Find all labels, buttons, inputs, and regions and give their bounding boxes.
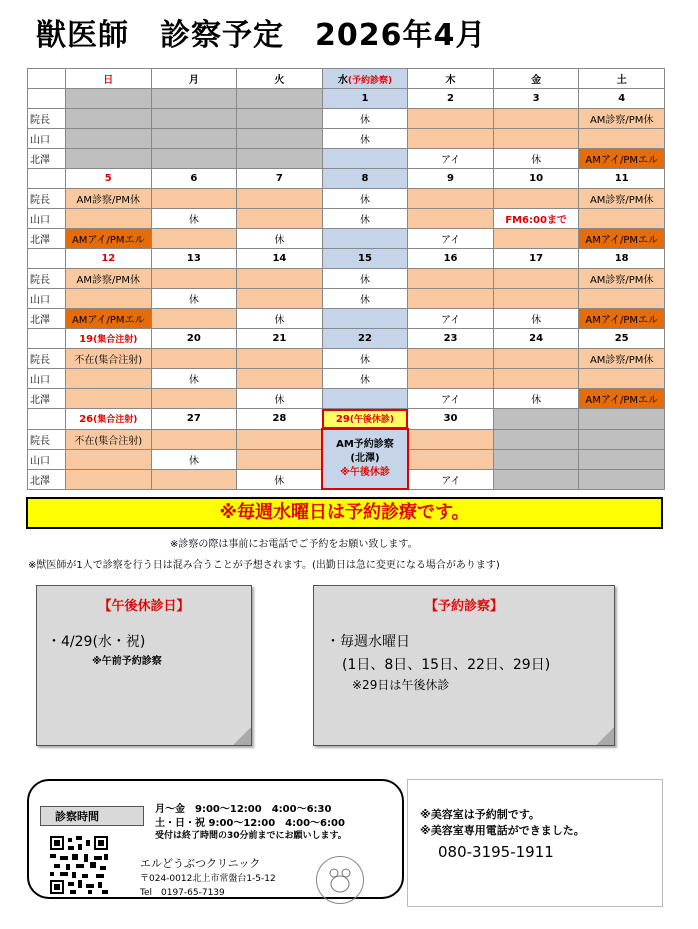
schedule-cell (493, 129, 579, 149)
schedule-cell: アイ (408, 309, 494, 329)
schedule-cell (408, 349, 494, 369)
schedule-cell (237, 129, 323, 149)
schedule-cell (151, 129, 237, 149)
date-cell-1-5 (493, 169, 579, 189)
hours-label: 診察時間 (40, 806, 144, 826)
schedule-cell (408, 369, 494, 389)
schedule-cell: 休 (322, 129, 408, 149)
schedule-cell (237, 369, 323, 389)
schedule-cell (408, 189, 494, 209)
schedule-cell (579, 449, 665, 469)
date-cell-2-0 (66, 249, 152, 269)
date-number: 24 (529, 333, 544, 344)
vet-name: 院長 (28, 429, 66, 449)
schedule-cell (66, 149, 152, 169)
schedule-cell: 不在(集合注射) (66, 349, 152, 369)
schedule-cell (237, 209, 323, 229)
sunday-note: (集合注射) (93, 335, 138, 345)
schedule-cell (237, 449, 323, 469)
afternoon-closed-note: ※午前予約診察 (92, 656, 162, 667)
sunday-note: (集合注射) (93, 415, 138, 426)
schedule-cell: 休 (322, 269, 408, 289)
schedule-cell (151, 149, 237, 169)
day-header-1 (151, 69, 237, 89)
day-label: 水 (337, 75, 348, 86)
date-corner (28, 89, 66, 109)
date-cell-0-6 (579, 89, 665, 109)
day-label: 日 (103, 75, 114, 86)
vet-row (28, 389, 665, 409)
date-cell-1-6 (579, 169, 665, 189)
schedule-cell (237, 349, 323, 369)
date-cell-4-2 (237, 409, 323, 430)
schedule-cell: AM診察/PM休 (579, 189, 665, 209)
schedule-cell (151, 189, 237, 209)
day-header-2 (237, 69, 323, 89)
schedule-cell: アイ (408, 149, 494, 169)
hours-reception: 受付は終了時間の30分前までにお願いします。 (155, 831, 347, 841)
schedule-cell: 休 (322, 349, 408, 369)
date-number: 28 (272, 413, 287, 425)
day-header-4 (408, 69, 494, 89)
date-cell-2-3 (322, 249, 408, 269)
date-cell-4-0 (66, 409, 152, 430)
date-cell-4-1 (151, 409, 237, 430)
schedule-cell (151, 469, 237, 489)
date-number: 18 (614, 253, 629, 264)
schedule-cell: 休 (322, 209, 408, 229)
day-label: 月 (188, 75, 199, 86)
date-cell-0-2 (237, 89, 323, 109)
date-number: 8 (361, 173, 369, 184)
special-line-3: ※午後休診 (340, 467, 390, 478)
schedule-cell (493, 469, 579, 489)
clinic-logo-icon (316, 856, 364, 904)
date-cell-0-5 (493, 89, 579, 109)
date-cell-4-5 (493, 409, 579, 430)
vet-name: 北澤 (28, 309, 66, 329)
schedule-cell (408, 209, 494, 229)
schedule-cell (579, 429, 665, 449)
vet-row (28, 209, 665, 229)
schedule-cell (579, 209, 665, 229)
vet-name: 山口 (28, 369, 66, 389)
vet-row (28, 369, 665, 389)
date-cell-1-4 (408, 169, 494, 189)
vet-row (28, 109, 665, 129)
schedule-cell (151, 349, 237, 369)
schedule-cell: AMアイ/PMエル (579, 309, 665, 329)
day-label: 火 (274, 75, 285, 86)
schedule-cell: 休 (322, 189, 408, 209)
date-cell-2-2 (237, 249, 323, 269)
page-curl (233, 727, 251, 745)
schedule-cell: アイ (408, 469, 494, 489)
schedule-cell (66, 449, 152, 469)
vet-name: 北澤 (28, 149, 66, 169)
schedule-cell: AM診察/PM休 (579, 269, 665, 289)
date-cell-4-6 (579, 409, 665, 430)
schedule-cell (151, 109, 237, 129)
reservation-dates: (1日、8日、15日、22日、29日) (342, 657, 551, 673)
vet-name: 北澤 (28, 469, 66, 489)
schedule-cell: 休 (237, 469, 323, 489)
schedule-cell: AM診察/PM休 (579, 109, 665, 129)
salon-phone: 080-3195-1911 (438, 843, 554, 861)
schedule-cell (237, 289, 323, 309)
vet-name: 北澤 (28, 389, 66, 409)
day-header-6 (579, 69, 665, 89)
date-corner (28, 329, 66, 349)
date-cell-2-1 (151, 249, 237, 269)
date-number: 20 (186, 333, 201, 344)
date-number: 2 (447, 93, 455, 104)
vet-row (28, 229, 665, 249)
schedule-cell: 休 (322, 109, 408, 129)
page-title: 獣医師 診察予定 2026年4月 (36, 18, 487, 53)
reservation-box (313, 585, 615, 746)
date-number: 11 (614, 173, 629, 184)
date-number: 5 (104, 173, 112, 184)
date-cell-2-4 (408, 249, 494, 269)
schedule-cell (66, 209, 152, 229)
qr-code-icon (50, 836, 108, 894)
date-number: 15 (358, 253, 372, 264)
date-cell-1-1 (151, 169, 237, 189)
schedule-cell (66, 129, 152, 149)
schedule-cell (237, 109, 323, 129)
salon-panel (407, 779, 663, 907)
vet-row (28, 429, 665, 449)
date-number: 1 (361, 93, 369, 104)
date-cell-2-6 (579, 249, 665, 269)
schedule-cell (66, 369, 152, 389)
date-number: 4 (618, 93, 626, 104)
date-number: 10 (529, 173, 544, 184)
date-number: 7 (275, 173, 283, 184)
schedule-cell (66, 389, 152, 409)
schedule-cell (493, 349, 579, 369)
schedule-cell (493, 109, 579, 129)
vet-name: 院長 (28, 269, 66, 289)
vet-row (28, 349, 665, 369)
schedule-cell (237, 429, 323, 449)
date-row (28, 329, 665, 349)
schedule-cell: 休 (322, 369, 408, 389)
schedule-cell: 休 (237, 229, 323, 249)
schedule-cell: 休 (237, 389, 323, 409)
day-header-3 (322, 69, 408, 89)
date-number: 27 (186, 413, 201, 425)
date-number: 13 (186, 253, 201, 264)
day-label: 木 (445, 75, 456, 86)
schedule-cell: 休 (493, 309, 579, 329)
hours-weekend: 土・日・祝 9:00～12:00 4:00～6:00 (155, 818, 345, 829)
schedule-cell (66, 109, 152, 129)
schedule-cell (322, 149, 408, 169)
vet-name: 山口 (28, 449, 66, 469)
date-cell-0-1 (151, 89, 237, 109)
date-cell-3-5 (493, 329, 579, 349)
schedule-cell (579, 129, 665, 149)
page-curl (596, 727, 614, 745)
afternoon-closed-title: 【午後休診日】 (98, 599, 190, 614)
schedule-cell: アイ (408, 389, 494, 409)
date-number: 14 (272, 253, 287, 264)
schedule-cell: AMアイ/PMエル (579, 229, 665, 249)
schedule-cell: AMアイ/PMエル (579, 149, 665, 169)
salon-phone-note: ※美容室専用電話ができました。 (420, 824, 585, 837)
special-note-cell (322, 429, 408, 489)
schedule-cell (493, 429, 579, 449)
date-cell-3-1 (151, 329, 237, 349)
note-reservation: ※診察の際は事前にお電話でご予約をお願い致します。 (170, 539, 418, 550)
schedule-cell (408, 289, 494, 309)
schedule-cell (151, 389, 237, 409)
schedule-cell (493, 449, 579, 469)
schedule-cell (237, 189, 323, 209)
special-line-2: (北澤) (350, 453, 380, 464)
vet-row (28, 189, 665, 209)
date-number: 26 (79, 414, 94, 426)
date-cell-1-3 (322, 169, 408, 189)
vet-name: 北澤 (28, 229, 66, 249)
vet-name: 山口 (28, 289, 66, 309)
schedule-cell (322, 309, 408, 329)
schedule-cell (493, 369, 579, 389)
schedule-cell: AM診察/PM休 (66, 189, 152, 209)
schedule-cell: 休 (151, 289, 237, 309)
schedule-cell (66, 469, 152, 489)
schedule-cell (151, 309, 237, 329)
vet-name: 院長 (28, 109, 66, 129)
date-cell-0-3 (322, 89, 408, 109)
schedule-cell (493, 289, 579, 309)
schedule-cell: 休 (151, 369, 237, 389)
vet-row (28, 149, 665, 169)
corner-cell (28, 69, 66, 89)
vet-row (28, 309, 665, 329)
date-cell-0-4 (408, 89, 494, 109)
schedule-cell (66, 289, 152, 309)
schedule-cell: 休 (151, 209, 237, 229)
reservation-note: ※29日は午後休診 (352, 678, 450, 692)
schedule-cell (579, 469, 665, 489)
date-cell-2-5 (493, 249, 579, 269)
schedule-cell (237, 149, 323, 169)
schedule-cell (579, 289, 665, 309)
reservation-banner: ※毎週水曜日は予約診療です。 (26, 497, 663, 529)
date-cell-1-2 (237, 169, 323, 189)
date-number: 30 (443, 413, 458, 425)
date-cell-0-0 (66, 89, 152, 109)
day-header-row (28, 69, 665, 89)
date-row (28, 89, 665, 109)
date-corner (28, 249, 66, 269)
special-line-1: AM予約診察 (336, 439, 394, 450)
date-cell-4-4 (408, 409, 494, 430)
schedule-cell: 休 (493, 389, 579, 409)
schedule-cell: 休 (151, 449, 237, 469)
clinic-address: 〒024-0012北上市常盤台1-5-12 (140, 874, 276, 884)
reservation-title: 【予約診察】 (424, 599, 503, 614)
date-row (28, 409, 665, 430)
reservation-weekly: ・毎週水曜日 (326, 634, 410, 650)
schedule-cell (408, 109, 494, 129)
date-cell-1-0 (66, 169, 152, 189)
date-number: 19 (79, 334, 94, 345)
schedule-cell (493, 229, 579, 249)
clinic-name: エルどうぶつクリニック (140, 857, 261, 870)
schedule-table (27, 68, 665, 490)
afternoon-closed-date: ・4/29(水・祝) (47, 634, 146, 650)
schedule-cell: AMアイ/PMエル (66, 309, 152, 329)
wed-reservation-note: (予約診察) (347, 76, 393, 86)
wednesday-note: (午後休診) (349, 415, 395, 425)
date-number: 6 (190, 173, 198, 184)
schedule-cell: AMアイ/PMエル (66, 229, 152, 249)
date-number: 9 (447, 173, 455, 184)
schedule-cell: アイ (408, 229, 494, 249)
afternoon-closed-box (36, 585, 252, 746)
vet-name: 院長 (28, 349, 66, 369)
schedule-cell (151, 229, 237, 249)
date-cell-3-6 (579, 329, 665, 349)
date-number: 25 (614, 333, 629, 344)
schedule-cell (322, 389, 408, 409)
date-cell-4-3 (322, 409, 408, 430)
schedule-cell (408, 429, 494, 449)
date-number: 3 (532, 93, 540, 104)
date-cell-3-0 (66, 329, 152, 349)
schedule-cell (579, 369, 665, 389)
schedule-cell (322, 229, 408, 249)
schedule-cell (408, 129, 494, 149)
date-number: 17 (529, 253, 544, 264)
schedule-cell (408, 269, 494, 289)
schedule-cell: AM診察/PM休 (579, 349, 665, 369)
vet-row (28, 269, 665, 289)
date-row (28, 169, 665, 189)
day-label: 土 (616, 75, 627, 86)
schedule-cell: FM6:00まで (493, 209, 579, 229)
schedule-cell (237, 269, 323, 289)
date-cell-3-3 (322, 329, 408, 349)
note-crowded: ※獣医師が1人で診察を行う日は混み合うことが予想されます。(出勤日は急に変更になる場合があります) (28, 560, 500, 571)
date-cell-3-4 (408, 329, 494, 349)
schedule-cell (493, 189, 579, 209)
vet-row (28, 289, 665, 309)
date-number: 12 (101, 253, 116, 264)
date-number: 21 (272, 333, 287, 344)
salon-reservation: ※美容室は予約制です。 (420, 808, 540, 821)
schedule-cell: 休 (322, 289, 408, 309)
schedule-cell: 不在(集合注射) (66, 429, 152, 449)
day-header-5 (493, 69, 579, 89)
day-label: 金 (531, 75, 542, 86)
date-number: 22 (358, 333, 372, 344)
schedule-cell: AMアイ/PMエル (579, 389, 665, 409)
vet-name: 院長 (28, 189, 66, 209)
schedule-cell: 休 (493, 149, 579, 169)
date-number: 23 (443, 333, 458, 344)
vet-row (28, 129, 665, 149)
date-number: 16 (443, 253, 458, 264)
schedule-cell (151, 429, 237, 449)
day-header-0 (66, 69, 152, 89)
vet-name: 山口 (28, 129, 66, 149)
date-corner (28, 169, 66, 189)
date-cell-3-2 (237, 329, 323, 349)
date-number: 29 (335, 414, 350, 425)
date-corner (28, 409, 66, 430)
hours-weekday: 月～金 9:00～12:00 4:00～6:30 (155, 804, 332, 815)
date-row (28, 249, 665, 269)
schedule-cell: 休 (237, 309, 323, 329)
schedule-cell (408, 449, 494, 469)
schedule-cell: AM診察/PM休 (66, 269, 152, 289)
vet-name: 山口 (28, 209, 66, 229)
clinic-phone: Tel 0197-65-7139 (140, 888, 225, 898)
schedule-cell (151, 269, 237, 289)
schedule-cell (493, 269, 579, 289)
